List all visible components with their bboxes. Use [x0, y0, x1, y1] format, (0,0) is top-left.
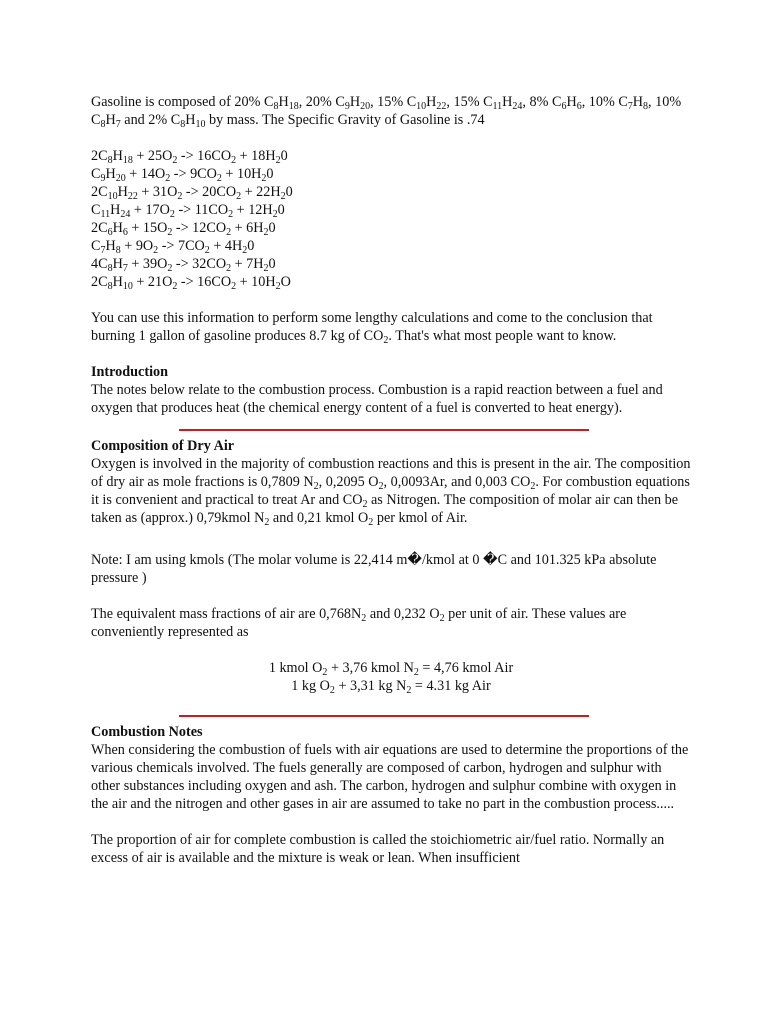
subscript: 2	[165, 173, 171, 184]
subscript: 2	[177, 191, 183, 202]
text-run: 0	[285, 184, 293, 200]
subscript: 2	[280, 191, 286, 202]
text-run: + 15O	[127, 220, 168, 236]
text-run: -> 20CO	[182, 184, 237, 200]
subscript: 2	[172, 281, 178, 292]
subscript: 2	[167, 263, 173, 274]
gasoline-composition-paragraph	[91, 93, 691, 129]
text-run: + 10H	[236, 274, 276, 290]
equation-line	[91, 255, 691, 273]
subscript: 20	[360, 101, 371, 112]
text-run: , 0,0093Ar, and 0,003 CO	[383, 474, 531, 490]
subscript: 10	[122, 281, 133, 292]
text-run: 2C	[91, 148, 108, 164]
text-run: + 25O	[132, 148, 173, 164]
subscript: 7	[100, 245, 106, 256]
dry-air-body	[91, 455, 691, 527]
text-run: + 22H	[241, 184, 281, 200]
subscript: 2	[226, 227, 232, 238]
subscript: 10	[107, 191, 118, 202]
subscript: 2	[226, 263, 232, 274]
subscript: 2	[530, 481, 536, 492]
equation-line	[91, 273, 691, 291]
text-run: , 0,2095 O	[318, 474, 379, 490]
subscript: 2	[169, 209, 175, 220]
text-run: H	[112, 274, 123, 290]
text-run: 4C	[91, 256, 108, 272]
text-run: H	[117, 184, 128, 200]
introduction-body	[91, 381, 691, 417]
subscript: 22	[127, 191, 138, 202]
subscript: 8	[180, 119, 186, 130]
subscript: 2	[362, 499, 368, 510]
text-run: The equivalent mass fractions of air are 0,768N	[91, 606, 362, 622]
text-run: -> 12CO	[172, 220, 227, 236]
text-run: -> 16CO	[177, 274, 232, 290]
text-run: 1 kg O	[291, 678, 330, 694]
subscript: 6	[561, 101, 567, 112]
subscript: 2	[439, 613, 445, 624]
conclusion-paragraph	[91, 309, 691, 345]
subscript: 2	[275, 281, 281, 292]
text-run: H	[278, 94, 289, 110]
text-run: 0	[268, 256, 276, 272]
text-run: + 7H	[231, 256, 264, 272]
text-run: + 12H	[233, 202, 273, 218]
text-run: -> 11CO	[174, 202, 229, 218]
subscript: 2	[172, 155, 178, 166]
subscript: 2	[204, 245, 210, 256]
text-run: Gasoline is composed of 20% C	[91, 94, 274, 110]
text-run: . That's what most people want to know.	[388, 328, 617, 344]
subscript: 6	[576, 101, 582, 112]
subscript: 8	[107, 155, 113, 166]
subscript: 2	[263, 263, 269, 274]
text-run: C	[91, 202, 101, 218]
text-run: H	[105, 166, 116, 182]
text-run: H	[185, 112, 196, 128]
text-run: 0	[268, 220, 276, 236]
text-run: + 4H	[209, 238, 243, 254]
text-run: and 0,21 kmol O	[269, 510, 369, 526]
text-run: , 15% C	[370, 94, 417, 110]
text-run: C	[91, 166, 101, 182]
subscript: 7	[122, 263, 128, 274]
subscript: 2	[406, 685, 412, 696]
subscript: 7	[627, 101, 633, 112]
subscript: 2	[216, 173, 222, 184]
text-run: , 10% C	[581, 94, 628, 110]
subscript: 7	[115, 119, 121, 130]
subscript: 2	[368, 517, 374, 528]
text-run: + 3,76 kmol N	[327, 660, 414, 676]
text-run: 0	[280, 148, 288, 164]
subscript: 9	[344, 101, 350, 112]
subscript: 2	[263, 227, 269, 238]
equation-line	[91, 183, 691, 201]
subscript: 11	[492, 101, 503, 112]
subscript: 2	[167, 227, 173, 238]
subscript: 2	[313, 481, 319, 492]
subscript: 22	[436, 101, 447, 112]
subscript: 6	[122, 227, 128, 238]
subscript: 2	[361, 613, 367, 624]
subscript: 9	[100, 173, 106, 184]
text-run: H	[112, 220, 123, 236]
subscript: 2	[413, 667, 419, 678]
text-run: + 31O	[137, 184, 178, 200]
text-run: 2C	[91, 220, 108, 236]
subscript: 2	[231, 155, 237, 166]
dry-air-heading: Composition of Dry Air	[91, 438, 235, 454]
subscript: 2	[261, 173, 267, 184]
text-run: + 14O	[125, 166, 166, 182]
subscript: 2	[242, 245, 248, 256]
document-content	[91, 93, 691, 867]
text-run: + 18H	[236, 148, 276, 164]
text-run: 0	[277, 202, 285, 218]
subscript: 2	[322, 667, 328, 678]
subscript: 11	[100, 209, 111, 220]
text-run: , 8% C	[522, 94, 562, 110]
combustion-equations	[91, 147, 691, 291]
text-run: H	[349, 94, 361, 110]
subscript: 2	[153, 245, 159, 256]
text-run: Note: I am using kmols (The molar volume is 22,414 m�/kmol at 0 �C and 101.325 kPa absolute pressure )	[91, 552, 657, 586]
text-run: -> 16CO	[177, 148, 232, 164]
text-run: C	[91, 238, 101, 254]
text-run: -> 7CO	[158, 238, 205, 254]
subscript: 10	[195, 119, 206, 130]
subscript: 2	[275, 155, 281, 166]
text-run: + 6H	[231, 220, 264, 236]
introduction-heading: Introduction	[91, 364, 168, 380]
text-run: H	[112, 148, 123, 164]
text-run: When considering the combustion of fuels with air equations are used to determine the proportions of the various chemicals involved. The fuels generally are composed of carbon, hydrogen and sulphur with other substances including oxygen and ash. The carbon, hydrogen and sulphur combine with oxygen in the air and the nitrogen and other gases in air are assumed to take no part in the combustion process.....	[91, 742, 689, 812]
text-run: H	[632, 94, 644, 110]
text-run: H	[112, 256, 123, 272]
equation-line	[91, 147, 691, 165]
text-run: -> 9CO	[170, 166, 217, 182]
subscript: 2	[264, 517, 270, 528]
text-run: . For combustion equations it is convenient and practical to treat Ar and CO	[91, 474, 690, 508]
text-run: by mass. The Specific Gravity of Gasoline is .74	[205, 112, 485, 128]
subscript: 18	[122, 155, 133, 166]
equation-line	[91, 237, 691, 255]
text-run: H	[426, 94, 437, 110]
text-run: + 21O	[132, 274, 173, 290]
subscript: 2	[378, 481, 384, 492]
subscript: 8	[100, 119, 106, 130]
text-run: H	[110, 202, 121, 218]
equation-line	[91, 201, 691, 219]
text-run: O	[280, 274, 291, 290]
subscript: 8	[107, 281, 113, 292]
subscript: 2	[236, 191, 242, 202]
molar-volume-note	[91, 551, 691, 587]
subscript: 10	[416, 101, 427, 112]
text-run: 2C	[91, 274, 108, 290]
kg-air-formula	[91, 677, 691, 695]
text-run: per kmol of Air.	[373, 510, 468, 526]
text-run: H	[105, 112, 116, 128]
text-run: + 3,31 kg N	[334, 678, 407, 694]
text-run: + 9O	[120, 238, 154, 254]
equation-line	[91, 219, 691, 237]
subscript: 2	[383, 335, 389, 346]
text-run: = 4.31 kg Air	[411, 678, 491, 694]
text-run: , 20% C	[298, 94, 345, 110]
text-run: per unit of air. These values are conveniently represented as	[91, 606, 627, 640]
kmol-air-formula	[91, 659, 691, 677]
subscript: 2	[272, 209, 278, 220]
subscript: 2	[329, 685, 335, 696]
subscript: 24	[120, 209, 131, 220]
text-run: The proportion of air for complete combustion is called the stoichiometric air/fuel ratio. Normally an excess of air is available and the mixture is weak or lean. When insufficient	[91, 832, 665, 866]
subscript: 18	[288, 101, 299, 112]
text-run: , 10% C	[91, 94, 682, 128]
subscript: 24	[512, 101, 523, 112]
text-run: You can use this information to perform some lengthy calculations and come to the conclusion that burning 1 gallon of gasoline produces 8.7 kg of CO	[91, 310, 653, 344]
text-run: 1 kmol O	[268, 660, 323, 676]
text-run: 0	[266, 166, 274, 182]
text-run: and 2% C	[120, 112, 181, 128]
subscript: 20	[115, 173, 126, 184]
text-run: + 17O	[130, 202, 170, 218]
text-run: -> 32CO	[172, 256, 227, 272]
text-run: H	[105, 238, 116, 254]
text-run: and 0,232 O	[366, 606, 440, 622]
subscript: 2	[231, 281, 237, 292]
text-run: + 10H	[221, 166, 262, 182]
combustion-notes-body	[91, 741, 691, 813]
combustion-notes-heading: Combustion Notes	[91, 724, 203, 740]
text-run: as Nitrogen. The composition of molar air can then be taken as (approx.) 0,79kmol N	[91, 492, 679, 526]
equation-line	[91, 165, 691, 183]
subscript: 8	[107, 263, 113, 274]
text-run: 0	[247, 238, 255, 254]
subscript: 8	[643, 101, 649, 112]
text-run: 2C	[91, 184, 108, 200]
subscript: 6	[107, 227, 113, 238]
text-run: H	[566, 94, 577, 110]
stoichiometric-paragraph	[91, 831, 691, 867]
text-run: = 4,76 kmol Air	[418, 660, 514, 676]
subscript: 8	[273, 101, 279, 112]
text-run: Oxygen is involved in the majority of combustion reactions and this is present in the air. The composition of dry air as mole fractions is 0,7809 N	[91, 456, 691, 490]
text-run: , 15% C	[446, 94, 493, 110]
text-run: + 39O	[127, 256, 168, 272]
subscript: 2	[228, 209, 234, 220]
text-run: The notes below relate to the combustion process. Combustion is a rapid reaction between a fuel and oxygen that produces heat (the chemical energy content of a fuel is converted to heat energy).	[91, 382, 663, 416]
text-run: H	[502, 94, 513, 110]
subscript: 8	[115, 245, 121, 256]
mass-fractions-paragraph	[91, 605, 691, 641]
